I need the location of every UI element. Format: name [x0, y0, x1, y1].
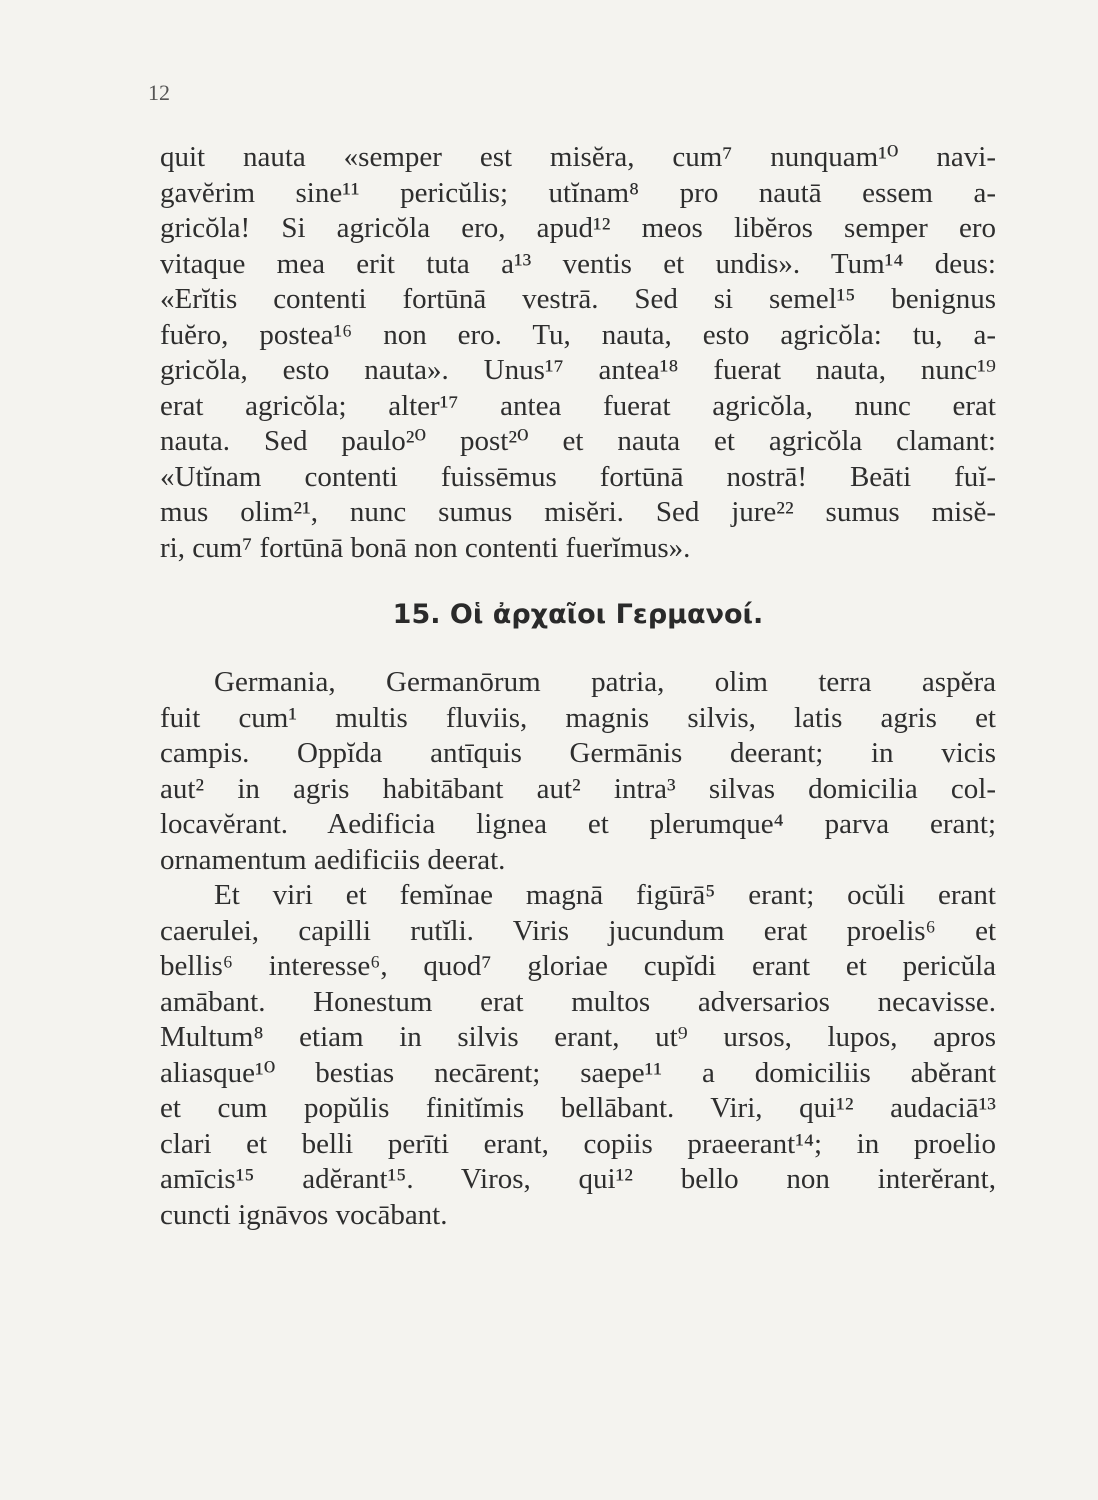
paragraph-2	[160, 665, 996, 878]
text-line: ornamentum aedificiis deerat.	[160, 843, 506, 876]
text-line: amīcis¹⁵ adĕrant¹⁵. Viros, qui¹² bello non interĕrant,	[160, 1163, 996, 1195]
text-line: ri, cum⁷ fortūnā bonā non contenti fuerĭmus».	[160, 531, 691, 564]
text-line: nauta. Sed paulo²⁰ post²⁰ et nauta et agricŏla clamant:	[160, 425, 996, 457]
text-line: vitaque mea erit tuta a¹³ ventis et undis». Tum¹⁴ deus:	[160, 247, 996, 280]
section-heading: 15. Οἱ ἀρχαῖοι Γερμανοί.	[392, 599, 764, 630]
text-line: gavĕrim sine¹¹ pericŭlis; utĭnam⁸ pro nautā essem a-	[160, 176, 996, 209]
text-line: Multum⁸ etiam in silvis erant, ut⁹ ursos, lupos, apros	[160, 1021, 996, 1053]
text-line: gricŏla! Si agricŏla ero, apud¹² meos libĕros semper ero	[160, 212, 996, 244]
text-line: bellis⁶ interesse⁶, quod⁷ gloriae cupĭdi erant et pericŭla	[160, 950, 996, 982]
text-line: clari et belli perīti erant, copiis praeerant¹⁴; in proelio	[160, 1127, 996, 1160]
text-block	[160, 140, 996, 1233]
text-line: aut² in agris habitābant aut² intra³ silvas domicilia col-	[160, 772, 996, 805]
page-number: 12	[148, 80, 170, 105]
text-line: erat agricŏla; alter¹⁷ antea fuerat agricŏla, nunc erat	[160, 389, 996, 422]
text-line: mus olim²¹, nunc sumus misĕri. Sed jure²² sumus misĕ-	[160, 496, 996, 528]
text-line: gricŏla, esto nauta». Unus¹⁷ antea¹⁸ fuerat nauta, nunc¹⁹	[160, 354, 996, 386]
text-line: Et viri et femĭnae magnā figūrā⁵ erant; ocŭli erant	[214, 879, 996, 911]
paragraph-3	[160, 878, 996, 1233]
text-line: amābant. Honestum erat multos adversarios necavisse.	[160, 985, 996, 1018]
text-line: fuĕro, postea¹⁶ non ero. Tu, nauta, esto agricŏla: tu, a-	[160, 318, 996, 351]
text-line: «Utĭnam contenti fuissēmus fortūnā nostrā! Beāti fuĭ-	[160, 460, 996, 493]
paragraph-1	[160, 140, 996, 566]
text-line: «Erĭtis contenti fortūnā vestrā. Sed si semel¹⁵ benignus	[160, 283, 996, 315]
text-line: campis. Oppĭda antīquis Germānis deerant; in vicis	[160, 737, 996, 769]
text-line: aliasque¹⁰ bestias necārent; saepe¹¹ a domiciliis abĕrant	[160, 1056, 996, 1089]
text-line: cuncti ignāvos vocābant.	[160, 1198, 448, 1231]
text-line: et cum popŭlis finitĭmis bellābant. Viri, qui¹² audaciā¹³	[160, 1092, 996, 1124]
text-line: Germania, Germanōrum patria, olim terra aspĕra	[214, 666, 996, 698]
text-line: quit nauta «semper est misĕra, cum⁷ nunquam¹⁰ navi-	[160, 141, 996, 173]
text-line: locavĕrant. Aedificia lignea et plerumque⁴ parva erant;	[160, 808, 996, 840]
text-line: caerulei, capilli rutĭli. Viris jucundum erat proelis⁶ et	[160, 914, 996, 947]
text-line: fuit cum¹ multis fluviis, magnis silvis, latis agris et	[160, 701, 996, 734]
